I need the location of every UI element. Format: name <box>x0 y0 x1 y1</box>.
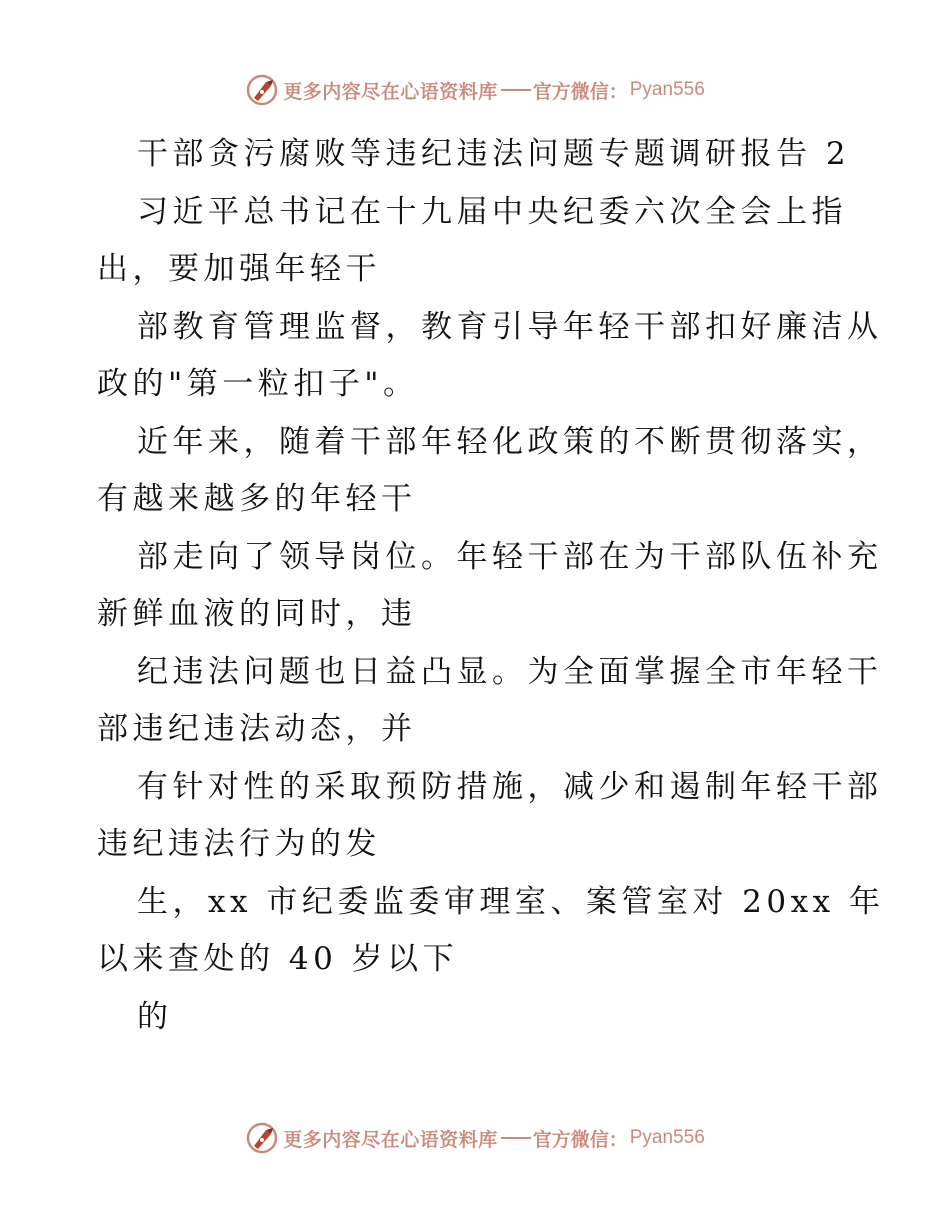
text-line: 习近平总书记在十九届中央纪委六次全会上指 <box>137 193 847 230</box>
footer-watermark <box>0 1118 950 1158</box>
wechat-label: 官方微信： <box>532 80 628 103</box>
text-line: 有针对性的采取预防措施，减少和遏制年轻干部 <box>137 768 883 805</box>
text-line: 以来查处的 40 岁以下 <box>97 941 459 977</box>
text-line: 纪违法问题也日益凸显。为全面掌握全市年轻干 <box>137 653 883 690</box>
separator-dash <box>501 89 531 91</box>
text-line: 生，xx 市纪委监委审理室、案管室对 20xx 年 <box>137 883 885 920</box>
document-body <box>97 126 885 1046</box>
wechat-id: Pyan556 <box>629 79 705 100</box>
site-name: 更多内容尽在心语资料库 <box>283 1128 498 1151</box>
document-title: 干部贪污腐败等违纪违法问题专题调研报告 2 <box>137 136 851 172</box>
text-line: 部走向了领导岗位。年轻干部在为干部队伍补充 <box>137 538 883 575</box>
pen-nib-logo-icon <box>245 73 279 107</box>
text-line: 新鲜血液的同时，违 <box>97 596 417 632</box>
text-line: 政的"第一粒扣子"。 <box>97 366 419 402</box>
pen-nib-logo-icon <box>245 1121 279 1155</box>
text-line: 部教育管理监督，教育引导年轻干部扣好廉洁从 <box>137 308 883 345</box>
text-line: 近年来，随着干部年轻化政策的不断贯彻落实， <box>137 423 883 460</box>
wechat-label: 官方微信： <box>532 1128 628 1151</box>
text-line: 部违纪违法动态，并 <box>97 711 417 747</box>
wechat-id: Pyan556 <box>629 1127 705 1148</box>
text-line: 违纪违法行为的发 <box>97 826 381 862</box>
site-name: 更多内容尽在心语资料库 <box>283 80 498 103</box>
text-line: 的 <box>137 998 173 1035</box>
text-line: 出，要加强年轻干 <box>97 251 381 287</box>
separator-dash <box>501 1137 531 1139</box>
text-line: 有越来越多的年轻干 <box>97 481 417 517</box>
header-watermark <box>0 70 950 110</box>
